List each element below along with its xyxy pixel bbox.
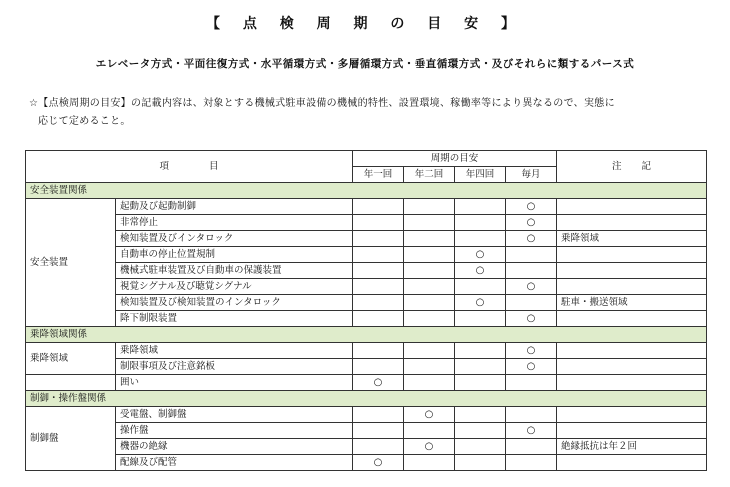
item-cell: 機械式駐車装置及び自動車の保護装置 xyxy=(116,263,353,279)
note-cell xyxy=(557,263,707,279)
period-cell xyxy=(455,439,506,455)
table-row xyxy=(26,263,707,279)
item-cell: 乗降領域 xyxy=(116,343,353,359)
table-row xyxy=(26,311,707,327)
circle-mark-icon: ○ xyxy=(526,201,536,212)
note-cell: 絶縁抵抗は年２回 xyxy=(557,439,707,455)
period-cell xyxy=(404,375,455,391)
period-cell xyxy=(455,247,506,263)
period-cell xyxy=(404,215,455,231)
item-cell: 視覚シグナル及び聴覚シグナル xyxy=(116,279,353,295)
circle-mark-icon: ○ xyxy=(475,265,485,276)
period-cell xyxy=(404,359,455,375)
circle-mark-icon: ○ xyxy=(373,457,383,468)
note-line-1: ☆【点検周期の目安】の記載内容は、対象とする機械式駐車設備の機械的特性、設置環境、稼働率等により異なるので、実態に xyxy=(29,98,615,109)
period-cell xyxy=(506,407,557,423)
period-cell xyxy=(353,247,404,263)
page-subtitle: エレベータ方式・平面往復方式・水平循環方式・多層循環方式・垂直循環方式・及びそれらに類するパース式 xyxy=(95,58,635,70)
period-cell xyxy=(455,359,506,375)
item-cell: 機器の絶縁 xyxy=(116,439,353,455)
table-row xyxy=(26,455,707,471)
period-cell xyxy=(506,455,557,471)
period-cell xyxy=(455,279,506,295)
period-cell xyxy=(455,407,506,423)
period-cell xyxy=(455,343,506,359)
table-row xyxy=(26,279,707,295)
section-row xyxy=(26,391,707,407)
period-cell xyxy=(404,295,455,311)
header-period-semiannual: 年二回 xyxy=(404,167,455,183)
period-cell xyxy=(455,231,506,247)
period-cell xyxy=(506,359,557,375)
period-cell xyxy=(455,311,506,327)
table-row xyxy=(26,199,707,215)
section-title: 制御・操作盤関係 xyxy=(26,391,707,407)
circle-mark-icon: ○ xyxy=(526,361,536,372)
item-cell: 囲い xyxy=(116,375,353,391)
period-cell xyxy=(353,263,404,279)
header-period-monthly: 毎月 xyxy=(506,167,557,183)
period-cell xyxy=(404,247,455,263)
period-cell xyxy=(353,407,404,423)
section-title: 安全装置関係 xyxy=(26,183,707,199)
circle-mark-icon: ○ xyxy=(475,249,485,260)
circle-mark-icon: ○ xyxy=(526,425,536,436)
item-cell: 非常停止 xyxy=(116,215,353,231)
period-cell xyxy=(353,311,404,327)
period-cell xyxy=(353,215,404,231)
table-row xyxy=(26,215,707,231)
period-cell xyxy=(506,231,557,247)
note-cell: 駐車・搬送領域 xyxy=(557,295,707,311)
circle-mark-icon: ○ xyxy=(526,233,536,244)
note-cell xyxy=(557,375,707,391)
period-cell xyxy=(404,423,455,439)
period-cell xyxy=(455,295,506,311)
note-cell xyxy=(557,423,707,439)
table-body xyxy=(26,183,707,471)
period-cell xyxy=(506,295,557,311)
note-cell xyxy=(557,359,707,375)
table-row xyxy=(26,375,707,391)
item-cell: 検知装置及び検知装置のインタロック xyxy=(116,295,353,311)
page-title: 【 点 検 周 期 の 目 安 】 xyxy=(206,16,524,32)
item-cell: 自動車の停止位置規制 xyxy=(116,247,353,263)
period-cell xyxy=(506,199,557,215)
period-cell xyxy=(506,439,557,455)
table-row xyxy=(26,439,707,455)
period-cell xyxy=(404,231,455,247)
period-cell xyxy=(353,279,404,295)
note-cell xyxy=(557,199,707,215)
period-cell xyxy=(353,343,404,359)
group-label xyxy=(26,375,116,391)
period-cell xyxy=(353,455,404,471)
period-cell xyxy=(506,311,557,327)
circle-mark-icon: ○ xyxy=(526,313,536,324)
header-note: 注記 xyxy=(557,151,707,183)
period-cell xyxy=(455,455,506,471)
item-cell: 受電盤、制御盤 xyxy=(116,407,353,423)
period-cell xyxy=(404,199,455,215)
circle-mark-icon: ○ xyxy=(526,345,536,356)
period-cell xyxy=(404,343,455,359)
section-title: 乗降領域関係 xyxy=(26,327,707,343)
note-cell xyxy=(557,455,707,471)
header-item: 項目 xyxy=(26,151,353,183)
note-cell xyxy=(557,343,707,359)
note-cell: 乗降領域 xyxy=(557,231,707,247)
period-cell xyxy=(404,279,455,295)
period-cell xyxy=(506,343,557,359)
period-cell xyxy=(404,439,455,455)
table-row xyxy=(26,343,707,359)
period-cell xyxy=(353,231,404,247)
note-paragraph xyxy=(29,95,719,131)
period-cell xyxy=(353,423,404,439)
inspection-table xyxy=(25,150,707,471)
circle-mark-icon: ○ xyxy=(475,297,485,308)
period-cell xyxy=(506,375,557,391)
circle-mark-icon: ○ xyxy=(526,217,536,228)
table-row xyxy=(26,407,707,423)
note-cell xyxy=(557,279,707,295)
note-cell xyxy=(557,311,707,327)
period-cell xyxy=(404,407,455,423)
group-label: 安全装置 xyxy=(26,199,116,327)
period-cell xyxy=(353,199,404,215)
item-cell: 制限事項及び注意銘板 xyxy=(116,359,353,375)
group-label: 乗降領域 xyxy=(26,343,116,375)
table-header-row xyxy=(26,151,707,167)
period-cell xyxy=(353,375,404,391)
period-cell xyxy=(506,215,557,231)
section-row xyxy=(26,327,707,343)
header-period: 周期の目安 xyxy=(353,151,557,167)
header-period-quarterly: 年四回 xyxy=(455,167,506,183)
table-row xyxy=(26,423,707,439)
period-cell xyxy=(353,359,404,375)
group-label: 制御盤 xyxy=(26,407,116,471)
section-row xyxy=(26,183,707,199)
circle-mark-icon: ○ xyxy=(526,281,536,292)
item-cell: 起動及び起動制御 xyxy=(116,199,353,215)
note-cell xyxy=(557,247,707,263)
table-row xyxy=(26,231,707,247)
period-cell xyxy=(455,263,506,279)
table-row xyxy=(26,359,707,375)
period-cell xyxy=(455,375,506,391)
period-cell xyxy=(455,215,506,231)
header-period-yearly: 年一回 xyxy=(353,167,404,183)
period-cell xyxy=(506,263,557,279)
item-cell: 検知装置及びインタロック xyxy=(116,231,353,247)
item-cell: 操作盤 xyxy=(116,423,353,439)
note-cell xyxy=(557,407,707,423)
period-cell xyxy=(506,247,557,263)
circle-mark-icon: ○ xyxy=(373,377,383,388)
period-cell xyxy=(506,279,557,295)
period-cell xyxy=(404,311,455,327)
period-cell xyxy=(455,423,506,439)
item-cell: 配線及び配管 xyxy=(116,455,353,471)
period-cell xyxy=(404,263,455,279)
period-cell xyxy=(353,295,404,311)
item-cell: 降下制限装置 xyxy=(116,311,353,327)
note-line-2: 応じて定めること。 xyxy=(38,116,131,127)
table-row xyxy=(26,247,707,263)
period-cell xyxy=(404,455,455,471)
period-cell xyxy=(455,199,506,215)
note-cell xyxy=(557,215,707,231)
circle-mark-icon: ○ xyxy=(424,409,434,420)
circle-mark-icon: ○ xyxy=(424,441,434,452)
table-row xyxy=(26,295,707,311)
period-cell xyxy=(506,423,557,439)
period-cell xyxy=(353,439,404,455)
